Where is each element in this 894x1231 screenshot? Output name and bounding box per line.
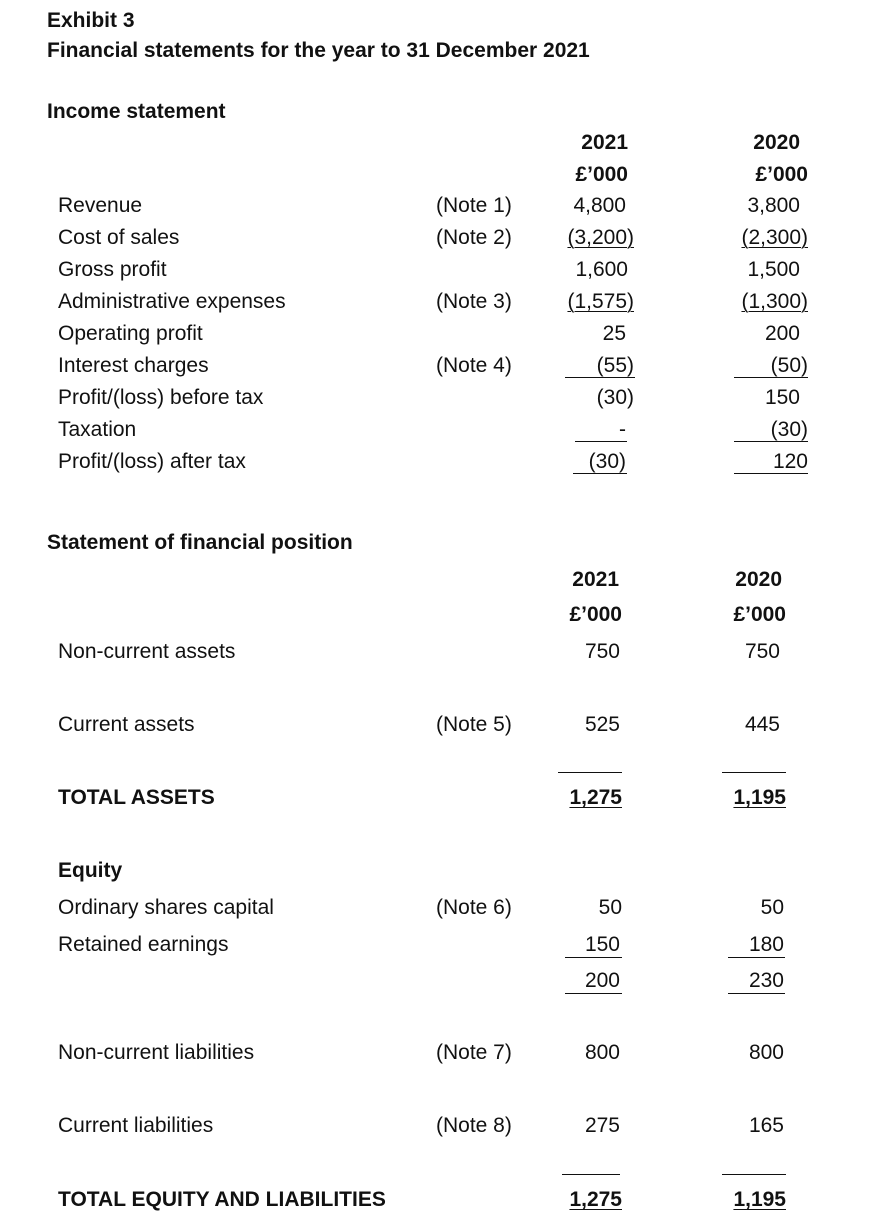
- sofp-year-2021: 2021: [572, 568, 619, 591]
- is-year-2021: 2021: [581, 131, 628, 154]
- current-liabilities-2021: 275: [584, 1114, 620, 1137]
- underline-retained-2021: [565, 957, 622, 958]
- underline-taxation-2021: [575, 441, 627, 442]
- underline-equity-total-2020: [728, 993, 785, 994]
- rule-total-el-2020: [722, 1174, 786, 1175]
- operating-profit-2020: 200: [764, 322, 800, 345]
- total-equity-liabilities-2021: 1,275: [569, 1188, 622, 1211]
- sofp-title: Statement of financial position: [47, 531, 353, 554]
- current-assets-2021: 525: [584, 713, 620, 736]
- rule-total-el-2021: [562, 1174, 620, 1175]
- share-capital-2020: 50: [760, 896, 784, 919]
- interest-charges-2020: (50): [770, 354, 808, 377]
- row-label-share-capital: Ordinary shares capital: [58, 896, 274, 919]
- total-assets-2020: 1,195: [733, 786, 786, 809]
- underline-taxation-2020: [734, 441, 808, 442]
- note-current-assets: (Note 5): [436, 713, 512, 736]
- note-share-capital: (Note 6): [436, 896, 512, 919]
- total-assets-2021: 1,275: [569, 786, 622, 809]
- underline-retained-2020: [728, 957, 785, 958]
- gross-profit-2020: 1,500: [747, 258, 800, 281]
- row-label-total-equity-liabilities: TOTAL EQUITY AND LIABILITIES: [58, 1188, 386, 1211]
- retained-earnings-2020: 180: [748, 933, 784, 956]
- admin-expenses-2020: (1,300): [741, 290, 808, 313]
- profit-before-tax-2020: 150: [764, 386, 800, 409]
- income-statement-title: Income statement: [47, 100, 226, 123]
- admin-expenses-2021: (1,575): [567, 290, 634, 313]
- total-equity-liabilities-2020: 1,195: [733, 1188, 786, 1211]
- cost-of-sales-2020: (2,300): [741, 226, 808, 249]
- note-interest-charges: (Note 4): [436, 354, 512, 377]
- row-label-current-assets: Current assets: [58, 713, 195, 736]
- row-label-profit-before-tax: Profit/(loss) before tax: [58, 386, 264, 409]
- row-label-profit-after-tax: Profit/(loss) after tax: [58, 450, 246, 473]
- cost-of-sales-2021: (3,200): [567, 226, 634, 249]
- row-label-retained-earnings: Retained earnings: [58, 933, 229, 956]
- profit-before-tax-2021: (30): [596, 386, 634, 409]
- taxation-2020: (30): [770, 418, 808, 441]
- profit-after-tax-2021: (30): [588, 450, 626, 473]
- current-liabilities-2020: 165: [748, 1114, 784, 1137]
- rule-total-assets-2020: [722, 772, 786, 773]
- rule-total-assets-2021: [558, 772, 622, 773]
- equity-total-2021: 200: [584, 969, 620, 992]
- underline-profit-after-tax-2020: [734, 473, 808, 474]
- document-title: Financial statements for the year to 31 December 2021: [47, 39, 590, 62]
- non-current-assets-2020: 750: [744, 640, 780, 663]
- is-year-2020: 2020: [753, 131, 800, 154]
- row-label-total-assets: TOTAL ASSETS: [58, 786, 215, 809]
- interest-charges-2021: (55): [596, 354, 634, 377]
- operating-profit-2021: 25: [602, 322, 626, 345]
- profit-after-tax-2020: 120: [772, 450, 808, 473]
- note-current-liabilities: (Note 8): [436, 1114, 512, 1137]
- taxation-2021: -: [619, 418, 626, 441]
- revenue-2021: 4,800: [573, 194, 626, 217]
- row-label-non-current-liabilities: Non-current liabilities: [58, 1041, 255, 1064]
- underline-profit-after-tax-2021: [573, 473, 627, 474]
- is-unit-2020: £’000: [755, 163, 808, 186]
- row-label-admin-expenses: Administrative expenses: [58, 290, 286, 313]
- equity-heading: Equity: [58, 859, 123, 882]
- gross-profit-2021: 1,600: [575, 258, 628, 281]
- note-revenue: (Note 1): [436, 194, 512, 217]
- row-label-current-liabilities: Current liabilities: [58, 1114, 214, 1137]
- sofp-year-2020: 2020: [735, 568, 782, 591]
- note-admin-expenses: (Note 3): [436, 290, 512, 313]
- row-label-operating-profit: Operating profit: [58, 322, 203, 345]
- exhibit-label: Exhibit 3: [47, 9, 135, 32]
- non-current-assets-2021: 750: [584, 640, 620, 663]
- current-assets-2020: 445: [744, 713, 780, 736]
- underline-interest-2021: [565, 377, 635, 378]
- revenue-2020: 3,800: [747, 194, 800, 217]
- row-label-cost-of-sales: Cost of sales: [58, 226, 180, 249]
- row-label-taxation: Taxation: [58, 418, 137, 441]
- row-label-revenue: Revenue: [58, 194, 143, 217]
- non-current-liabilities-2021: 800: [584, 1041, 620, 1064]
- share-capital-2021: 50: [598, 896, 622, 919]
- underline-interest-2020: [734, 377, 808, 378]
- retained-earnings-2021: 150: [584, 933, 620, 956]
- sofp-unit-2020: £’000: [733, 603, 786, 626]
- is-unit-2021: £’000: [575, 163, 628, 186]
- equity-total-2020: 230: [748, 969, 784, 992]
- row-label-gross-profit: Gross profit: [58, 258, 167, 281]
- sofp-unit-2021: £’000: [569, 603, 622, 626]
- row-label-interest-charges: Interest charges: [58, 354, 209, 377]
- row-label-non-current-assets: Non-current assets: [58, 640, 236, 663]
- note-cost-of-sales: (Note 2): [436, 226, 512, 249]
- underline-equity-total-2021: [565, 993, 622, 994]
- non-current-liabilities-2020: 800: [748, 1041, 784, 1064]
- note-non-current-liabilities: (Note 7): [436, 1041, 512, 1064]
